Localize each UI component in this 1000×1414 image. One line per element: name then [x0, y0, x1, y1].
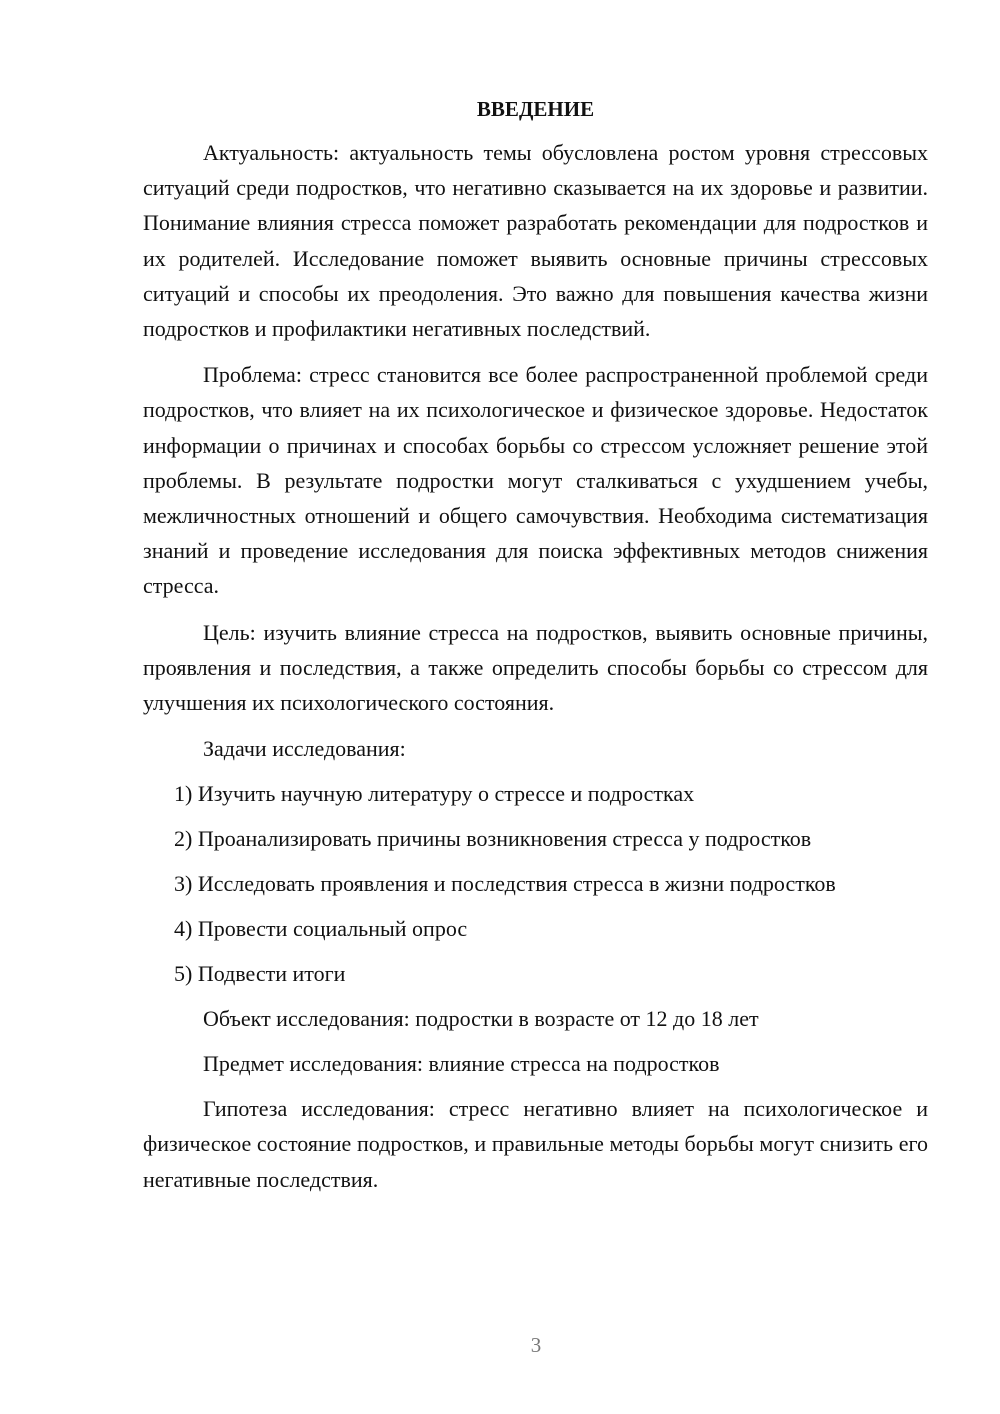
- research-object: Объект исследования: подростки в возрасте от 12 до 18 лет: [203, 1006, 759, 1032]
- tasks-list: [143, 776, 928, 991]
- page-number: 3: [530, 1333, 542, 1357]
- hypothesis-paragraph: Гипотеза исследования: стресс негативно влияет на психологическое и физическое состояние подростков, и правильные методы борьбы могут снизить его негативные последствия.: [143, 1096, 928, 1192]
- document-page: [143, 94, 928, 1208]
- task-item: 5) Подвести итоги: [174, 961, 346, 987]
- task-item: 3) Исследовать проявления и последствия стресса в жизни подростков: [174, 871, 836, 897]
- research-subject: Предмет исследования: влияние стресса на подростков: [203, 1051, 720, 1077]
- section-title: ВВЕДЕНИЕ: [476, 97, 595, 121]
- goal-paragraph: Цель: изучить влияние стресса на подростков, выявить основные причины, проявления и последствия, а также определить способы борьбы со стрессом для улучшения их психологического состояния.: [143, 619, 928, 716]
- task-item: 1) Изучить научную литературу о стрессе и подростках: [174, 781, 695, 807]
- tasks-heading: Задачи исследования:: [203, 736, 406, 762]
- relevance-paragraph: Актуальность: актуальность темы обусловлена ростом уровня стрессовых ситуаций среди подростков, что негативно сказывается на их здоровье и развитии. Понимание влияния стресса поможет разработать рекомендации для подростков и их родителей. Исследование поможет выявить основные причины стрессовых ситуаций и способы их преодоления. Это важно для повышения качества жизни подростков и профилактики негативных последствий.: [143, 140, 928, 342]
- problem-paragraph: Проблема: стресс становится все более распространенной проблемой среди подростков, что влияет на их психологическое и физическое здоровье. Недостаток информации о причинах и способах борьбы со стрессом усложняет решение этой проблемы. В результате подростки могут сталкиваться с ухудшением учебы, межличностных отношений и общего самочувствия. Необходима систематизация знаний и проведение исследования для поиска эффективных методов снижения стресса.: [143, 362, 928, 599]
- task-item: 2) Проанализировать причины возникновения стресса у подростков: [174, 826, 812, 852]
- task-item: 4) Провести социальный опрос: [174, 916, 468, 942]
